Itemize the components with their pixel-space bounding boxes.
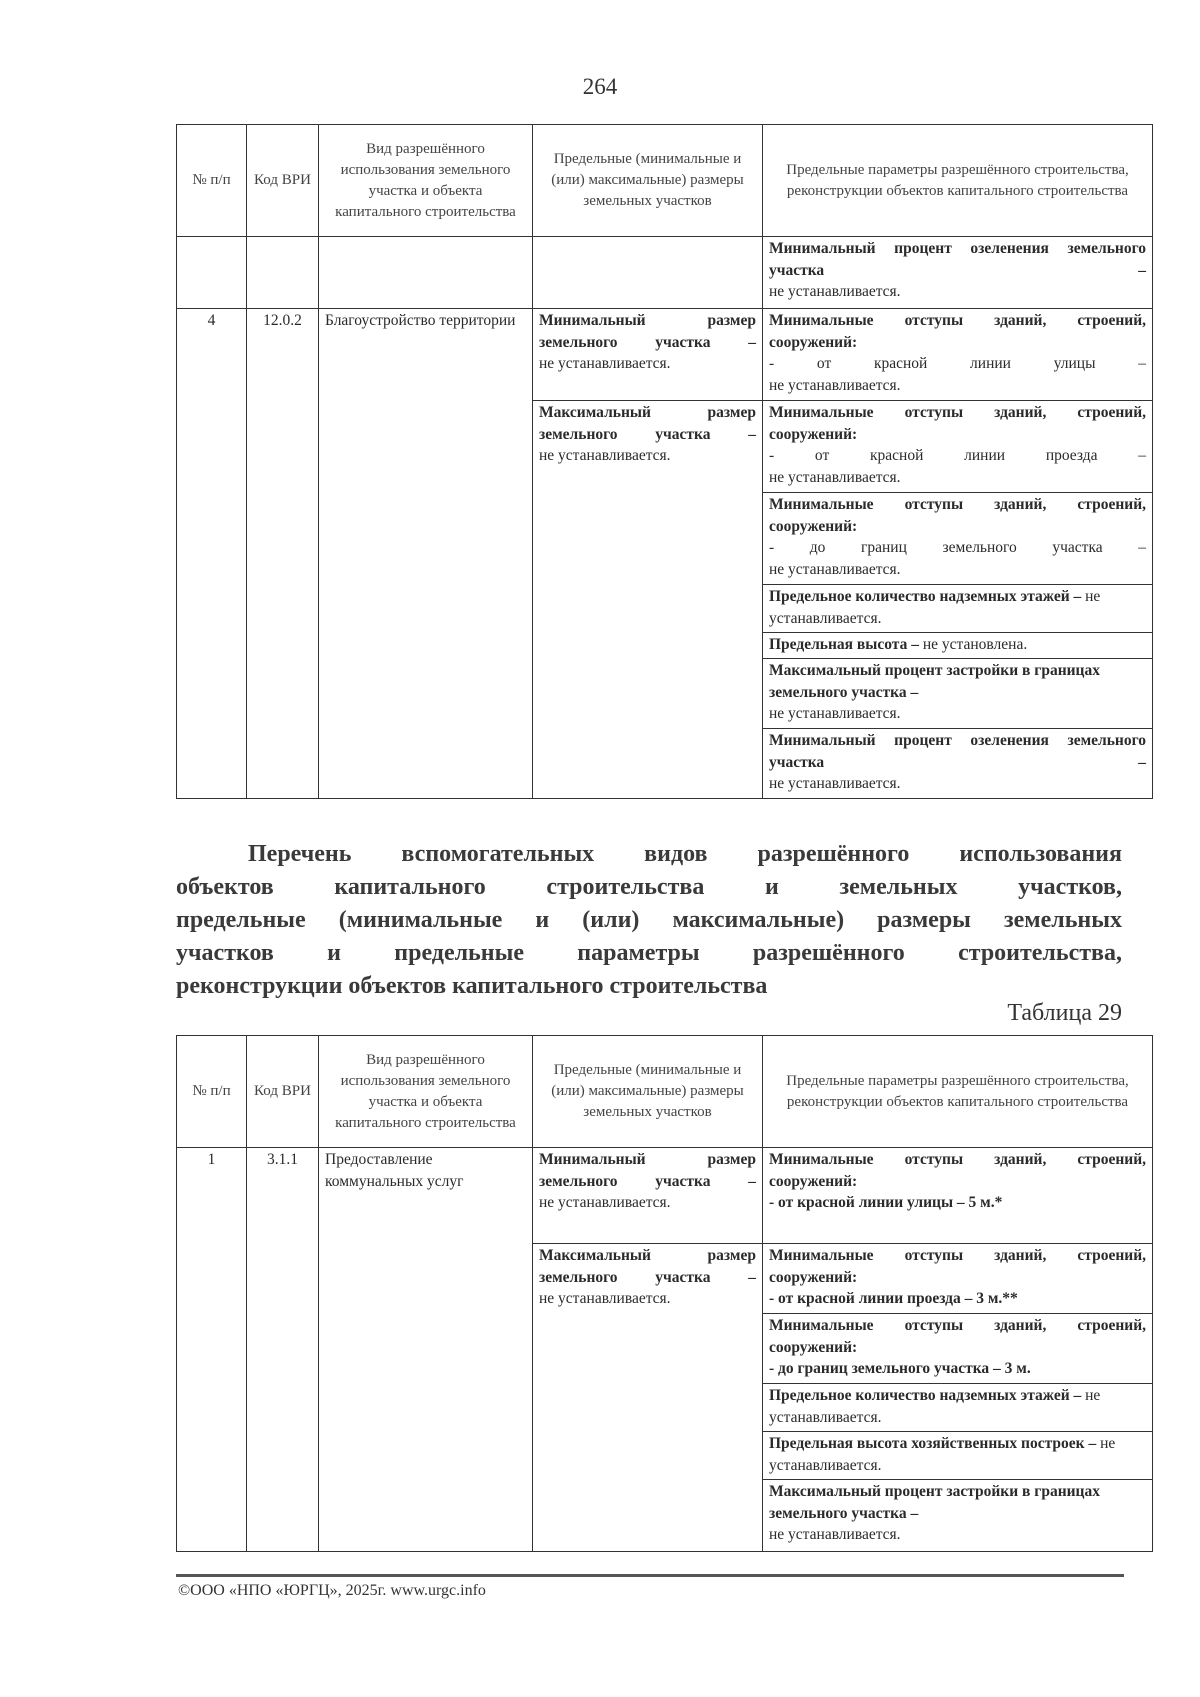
- heading-line: объектов капитального строительства и земельных участков,: [176, 874, 1122, 900]
- size-value: не устанавливается.: [539, 447, 671, 465]
- param-value: не устанавливается.: [769, 376, 901, 394]
- row-use-type: Благоустройство территории: [319, 309, 533, 799]
- param-cell: [763, 309, 1153, 401]
- param-value: не устанавливается.: [769, 775, 901, 793]
- permitted-use-table-continued: [176, 124, 1153, 799]
- param-bold: Максимальный процент застройки в границах земельного участка –: [769, 1483, 1100, 1522]
- table-row: [177, 309, 1153, 401]
- param-cell: [763, 1148, 1153, 1244]
- min-size-cell: [533, 309, 763, 401]
- param-item: - до границ земельного участка – 3 м.: [769, 1360, 1031, 1378]
- param-value: не устанавливается.: [769, 468, 901, 486]
- table-header-row: [177, 125, 1153, 237]
- size-bold: Максимальный размер земельного участка –: [539, 404, 756, 443]
- param-cell: [763, 1244, 1153, 1314]
- param-value: не устанавливается.: [769, 560, 901, 578]
- param-cell: [763, 659, 1153, 729]
- row-code: 3.1.1: [247, 1148, 319, 1552]
- param-cell: [763, 1480, 1153, 1552]
- row-num: 4: [177, 309, 247, 799]
- param-cell: [763, 1384, 1153, 1432]
- header-code: Код ВРИ: [247, 1036, 319, 1148]
- row-num: 1: [177, 1148, 247, 1552]
- table-row: [177, 1148, 1153, 1244]
- param-item: - от красной линии проезда – 3 м.**: [769, 1290, 1018, 1308]
- section-heading: [176, 838, 1122, 1003]
- param-value: не устанавливается.: [769, 1435, 1116, 1474]
- header-num: № п/п: [177, 125, 247, 237]
- size-value: не устанавливается.: [539, 1290, 671, 1308]
- table-header-row: [177, 1036, 1153, 1148]
- heading-line: Перечень вспомогательных видов разрешённого использования: [248, 841, 1122, 867]
- param-value: не устанавливается.: [769, 705, 901, 723]
- param-bold: Предельная высота хозяйственных построек –: [769, 1435, 1097, 1452]
- param-cell: [763, 633, 1153, 659]
- param-bold: Минимальные отступы зданий, строений, сооружений:: [769, 1317, 1146, 1356]
- heading-line: предельные (минимальные и (или) максимальные) размеры земельных: [176, 907, 1122, 933]
- param-cell: [763, 1314, 1153, 1384]
- param-value: не устанавливается.: [769, 1526, 901, 1544]
- param-cell: [763, 401, 1153, 493]
- param-bold: Предельное количество надземных этажей –: [769, 588, 1082, 605]
- header-use-type: Вид разрешённого использования земельного участка и объекта капитального строительства: [319, 1036, 533, 1148]
- param-bold: Минимальные отступы зданий, строений, сооружений:: [769, 404, 1146, 443]
- param-bold: Минимальные отступы зданий, строений, сооружений:: [769, 312, 1146, 351]
- auxiliary-use-table: [176, 1035, 1153, 1552]
- param-cell: [763, 585, 1153, 633]
- param-value: не устанавливается.: [769, 283, 901, 301]
- param-value: не устанавливается.: [769, 588, 1101, 627]
- param-item: - от красной линии улицы –: [769, 355, 1146, 373]
- header-num: № п/п: [177, 1036, 247, 1148]
- heading-line: реконструкции объектов капитального строительства: [176, 973, 768, 999]
- table-caption: Таблица 29: [1007, 1000, 1122, 1026]
- param-bold: Предельная высота –: [769, 636, 919, 653]
- size-bold: Минимальный размер земельного участка –: [539, 1151, 756, 1190]
- heading-line: участков и предельные параметры разрешённого строительства,: [176, 940, 1122, 966]
- footer-divider: [176, 1574, 1124, 1577]
- param-bold: Минимальные отступы зданий, строений, сооружений:: [769, 1151, 1146, 1190]
- param-cell: [763, 493, 1153, 585]
- param-bold: Максимальный процент застройки в границах земельного участка –: [769, 662, 1100, 701]
- page-number: 264: [582, 74, 618, 99]
- min-size-cell: [533, 1148, 763, 1244]
- header-plot-sizes: Предельные (минимальные и (или) максимальные) размеры земельных участков: [533, 1036, 763, 1148]
- param-item: - от красной линии улицы – 5 м.*: [769, 1194, 1003, 1212]
- row-code: 12.0.2: [247, 309, 319, 799]
- max-size-cell: [533, 401, 763, 799]
- param-bold: Минимальные отступы зданий, строений, сооружений:: [769, 496, 1146, 535]
- param-bold: Минимальный процент озеленения земельного участка –: [769, 240, 1146, 279]
- header-build-params: Предельные параметры разрешённого строительства, реконструкции объектов капитального строительства: [763, 1036, 1153, 1148]
- header-build-params: Предельные параметры разрешённого строительства, реконструкции объектов капитального строительства: [763, 125, 1153, 237]
- size-bold: Максимальный размер земельного участка –: [539, 1247, 756, 1286]
- header-use-type: Вид разрешённого использования земельного участка и объекта капитального строительства: [319, 125, 533, 237]
- max-size-cell: [533, 1244, 763, 1552]
- param-bold: Минимальные отступы зданий, строений, сооружений:: [769, 1247, 1146, 1286]
- size-value: не устанавливается.: [539, 355, 671, 373]
- param-value: не устанавливается.: [769, 1387, 1101, 1426]
- param-item: - от красной линии проезда –: [769, 447, 1146, 465]
- row-use-type: Предоставление коммунальных услуг: [319, 1148, 533, 1552]
- param-bold: Минимальный процент озеленения земельного участка –: [769, 732, 1146, 771]
- size-value: не устанавливается.: [539, 1194, 671, 1212]
- param-cell: [763, 1432, 1153, 1480]
- param-cell: [763, 729, 1153, 799]
- header-code: Код ВРИ: [247, 125, 319, 237]
- param-value: не установлена.: [922, 636, 1028, 653]
- param-cell: [763, 237, 1153, 309]
- header-plot-sizes: Предельные (минимальные и (или) максимальные) размеры земельных участков: [533, 125, 763, 237]
- footer-copyright: ©ООО «НПО «ЮРГЦ», 2025г. www.urgc.info: [178, 1582, 486, 1599]
- param-item: - до границ земельного участка –: [769, 539, 1146, 557]
- size-bold: Минимальный размер земельного участка –: [539, 312, 756, 351]
- table-row: [177, 237, 1153, 309]
- param-bold: Предельное количество надземных этажей –: [769, 1387, 1082, 1404]
